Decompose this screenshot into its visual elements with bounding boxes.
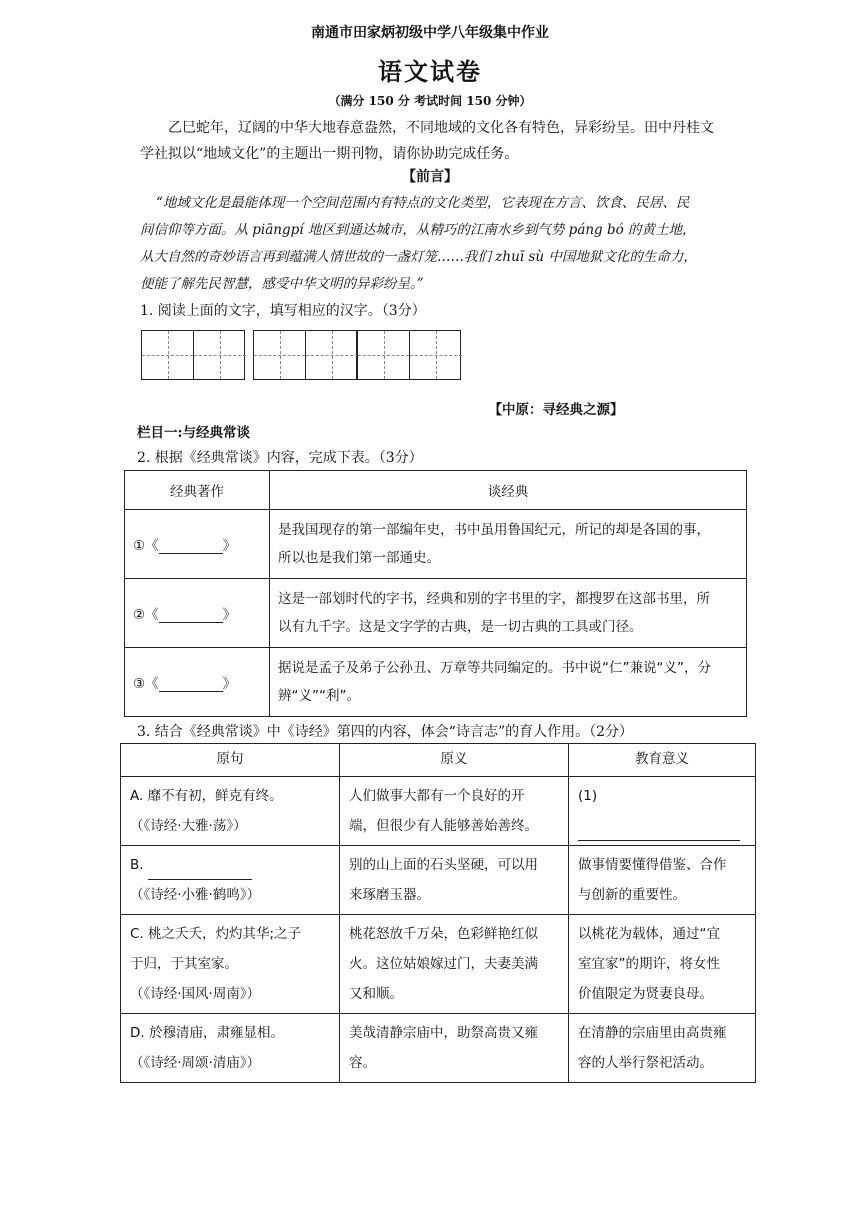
answer-blank[interactable] [578,818,740,841]
work-number: ③《 [133,676,159,692]
page-title: 语文试卷 [378,57,482,86]
answer-cell[interactable] [254,331,306,379]
answer-blank[interactable] [159,622,223,623]
education-line: 以桃花为载体，通过“宜 [578,926,720,942]
answer-box-group-1 [141,330,245,380]
meaning-cell [340,915,569,1014]
desc-line: 以有九千字。这是文字学的古典，是一切古典的工具或门径。 [278,619,643,635]
desc-line: 据说是孟子及弟子公孙丑、万章等共同编定的。书中说“仁”兼说“义”，分 [278,660,711,676]
desc-cell [270,648,747,717]
original-line: （《诗经·周颂·清庙》） [130,1055,261,1071]
meaning-cell [340,777,569,846]
quote-line: “地域文化是最能体现一个空间范围内有特点的文化类型，它表现在方言、饮食、民居、民 [156,195,690,211]
desc-line: 是我国现存的第一部编年史，书中虽用鲁国纪元，所记的却是各国的事， [278,522,710,538]
meaning-line: 别的山上面的石头坚硬，可以用 [349,857,538,873]
table-row [121,1014,756,1083]
meaning-line: 来琢磨玉器。 [349,887,430,903]
original-cell [121,915,340,1014]
work-close: 》 [222,538,237,554]
original-line [130,850,330,880]
education-line: 与创新的重要性。 [578,887,686,903]
option-label: B. [130,857,144,873]
education-line: 做事情要懂得借鉴、合作 [578,857,727,873]
answer-cell[interactable] [142,331,194,379]
answer-cell[interactable] [358,331,410,379]
answer-box-group-2 [253,330,357,380]
work-number: ①《 [133,538,159,554]
answer-cell[interactable] [194,331,246,379]
education-cell [569,777,756,846]
table-header: 教育意义 [569,744,756,777]
education-blank-line [578,811,746,841]
table-row [125,648,747,717]
table-row [121,777,756,846]
section-heading: 【中原：寻经典之源】 [488,402,624,418]
question-2: 2. 根据《经典常谈》内容，完成下表。（3分） [137,450,423,466]
answer-cell[interactable] [306,331,358,379]
desc-cell [270,579,747,648]
work-cell [125,510,270,579]
meaning-line: 端，但很少有人能够善始善终。 [349,818,538,834]
answer-blank[interactable] [159,553,223,554]
education-cell [569,1014,756,1083]
original-line: （《诗经·小雅·鹤鸣》） [130,887,261,903]
desc-cell [270,510,747,579]
classics-table [124,470,747,717]
desc-line: 所以也是我们第一部通史。 [278,550,440,566]
original-line: （《诗经·国风·周南》） [130,986,261,1002]
quote-line: 便能了解先民智慧，感受中华文明的异彩纷呈。” [140,276,424,292]
work-number: ②《 [133,607,159,623]
meaning-line: 容。 [349,1055,376,1071]
question-3: 3. 结合《经典常谈》中《诗经》第四的内容，体会“诗言志”的育人作用。（2分） [137,724,634,740]
original-line: D. 於穆清庙，肃雍显相。 [130,1025,284,1041]
meaning-cell [340,1014,569,1083]
question-1: 1. 阅读上面的文字，填写相应的汉字。（3分） [140,303,426,319]
work-close: 》 [222,607,237,623]
intro-paragraph [140,115,740,167]
work-close: 》 [222,676,237,692]
education-line: 容的人举行祭祀活动。 [578,1055,713,1071]
table-row [125,510,747,579]
table-header: 原句 [121,744,340,777]
answer-blank[interactable] [148,857,252,880]
table-row [121,915,756,1014]
meaning-line: 美哉清静宗庙中，助祭高贵又雍 [349,1025,538,1041]
original-line: A. 靡不有初，鲜克有终。 [130,788,283,804]
original-line: （《诗经·大雅·荡》） [130,818,247,834]
original-cell [121,777,340,846]
answer-blank[interactable] [159,691,223,692]
table-header: 原义 [340,744,569,777]
education-cell [569,915,756,1014]
intro-line: 乙巳蛇年，辽阔的中华大地春意盎然，不同地域的文化各有特色，异彩纷呈。田中丹桂文 [168,120,714,136]
meaning-line: 又和顺。 [349,986,403,1002]
desc-line: 辨“义”“利”。 [278,688,360,704]
original-line: 于归，于其室家。 [130,956,238,972]
original-line: C. 桃之夭夭，灼灼其华;之子 [130,926,302,942]
education-line: 在清静的宗庙里由高贵雍 [578,1025,727,1041]
quote-line: 间信仰等方面。从 piāngpí 地区到通达城市，从精巧的江南水乡到气势 páng bó 的黄土地， [140,222,696,238]
answer-cell[interactable] [410,331,462,379]
column-heading: 栏目一:与经典常谈 [137,425,250,441]
meaning-line: 桃花怒放千万朵，色彩鲜艳红似 [349,926,538,942]
work-cell [125,579,270,648]
meaning-line: 火。这位姑娘嫁过门，夫妻美满 [349,956,538,972]
work-cell [125,648,270,717]
exam-meta: （满分 150 分 考试时间 150 分钟） [328,94,532,108]
education-line: (1) [578,788,598,804]
table-header: 谈经典 [270,471,747,510]
education-line: 价值限定为贤妻良母。 [578,986,713,1002]
table-header-row [125,471,747,510]
intro-line: 学社拟以“地域文化”的主题出一期刊物，请你协助完成任务。 [140,146,519,162]
table-header-row [121,744,756,777]
meaning-line: 人们做事大都有一个良好的开 [349,788,525,804]
desc-line: 这是一部划时代的字书，经典和别的字书里的字，都搜罗在这部书里，所 [278,591,710,607]
table-row [121,846,756,915]
education-line: 室宜家”的期许，将女性 [578,956,720,972]
school-name: 南通市田家炳初级中学八年级集中作业 [311,25,549,41]
original-cell [121,1014,340,1083]
education-cell [569,846,756,915]
table-header: 经典著作 [125,471,270,510]
answer-box-group-3 [357,330,461,380]
meaning-cell [340,846,569,915]
preface-heading: 【前言】 [402,169,458,185]
table-row [125,579,747,648]
preface-quote [140,190,740,298]
shijing-table [120,743,756,1083]
quote-line: 从大自然的奇妙语言再到蕴满人情世故的一盏灯笼……我们 zhuī sù 中国地狱文化的生命力， [140,249,697,265]
original-cell [121,846,340,915]
